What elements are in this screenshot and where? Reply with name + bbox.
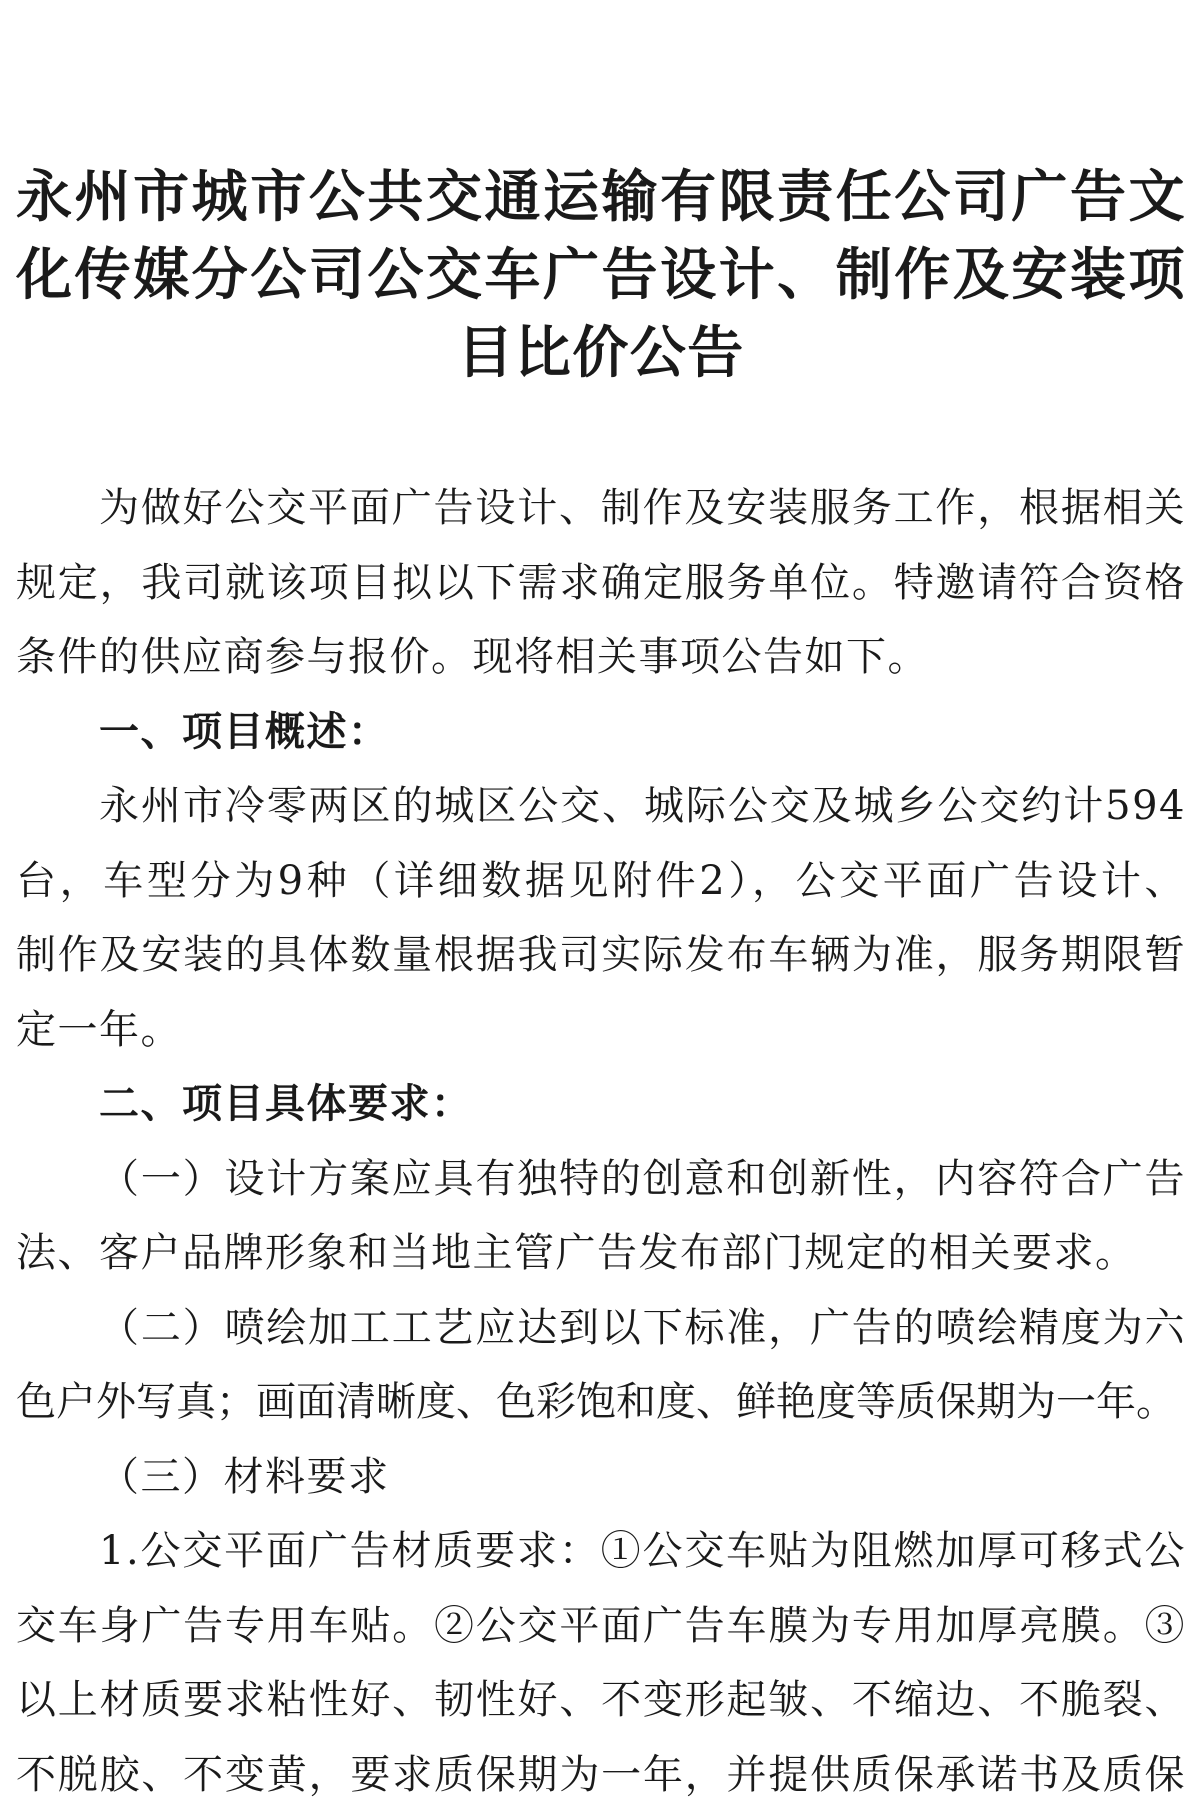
title-line-1: 永州市城市公共交通运输有限责任公司广告文 [16,164,1186,230]
paragraph-line: 1.公交平面广告材质要求：①公交车贴为阻燃加厚可移式公 [99,1528,1186,1574]
requirement-item-2 [16,1291,1186,1440]
document-title [16,158,1186,392]
section-1-heading: 一、项目概述： [99,707,390,755]
paragraph-line: 台，车型分为9种（详细数据见附件2），公交平面广告设计、 [16,857,1186,904]
paragraph-line: 法、客户品牌形象和当地主管广告发布部门规定的相关要求。 [16,1230,1137,1276]
title-line-3: 目比价公告 [457,320,745,386]
paragraph-line: （一）设计方案应具有独特的创意和创新性，内容符合广告 [99,1155,1186,1202]
paragraph-line: 制作及安装的具体数量根据我司实际发布车辆为准，服务期限暂 [16,932,1186,978]
paragraph-line: 为做好公交平面广告设计、制作及安装服务工作，根据相关 [99,485,1186,531]
paragraph-line: 规定，我司就该项目拟以下需求确定服务单位。特邀请符合资格 [16,559,1186,606]
paragraph-line: 定一年。 [16,1006,182,1053]
title-line-2: 化传媒分公司公交车广告设计、制作及安装项 [16,242,1186,308]
intro-paragraph [16,471,1186,695]
document-body [16,471,1186,1812]
document-page [16,0,1186,1818]
paragraph-line: 色户外写真；画面清晰度、色彩饱和度、鲜艳度等质保期为一年。 [16,1379,1176,1425]
paragraph-line: 交车身广告专用车贴。②公交平面广告车膜为专用加厚亮膜。③ [16,1602,1186,1649]
requirement-item-1 [16,1142,1186,1291]
section-1-paragraph [16,769,1186,1067]
material-requirement-1 [16,1514,1186,1812]
paragraph-line: 不脱胶、不变黄，要求质保期为一年，并提供质保承诺书及质保 [16,1751,1186,1798]
paragraph-line: 条件的供应商参与报价。现将相关事项公告如下。 [16,634,929,680]
requirement-item-3-heading: （三）材料要求 [99,1453,390,1500]
paragraph-line: 永州市冷零两区的城区公交、城际公交及城乡公交约计594 [99,783,1186,829]
paragraph-line: 以上材质要求粘性好、韧性好、不变形起皱、不缩边、不脆裂、 [16,1677,1186,1723]
paragraph-line: （二）喷绘加工工艺应达到以下标准，广告的喷绘精度为六 [99,1304,1186,1351]
section-2-heading: 二、项目具体要求： [99,1080,473,1127]
